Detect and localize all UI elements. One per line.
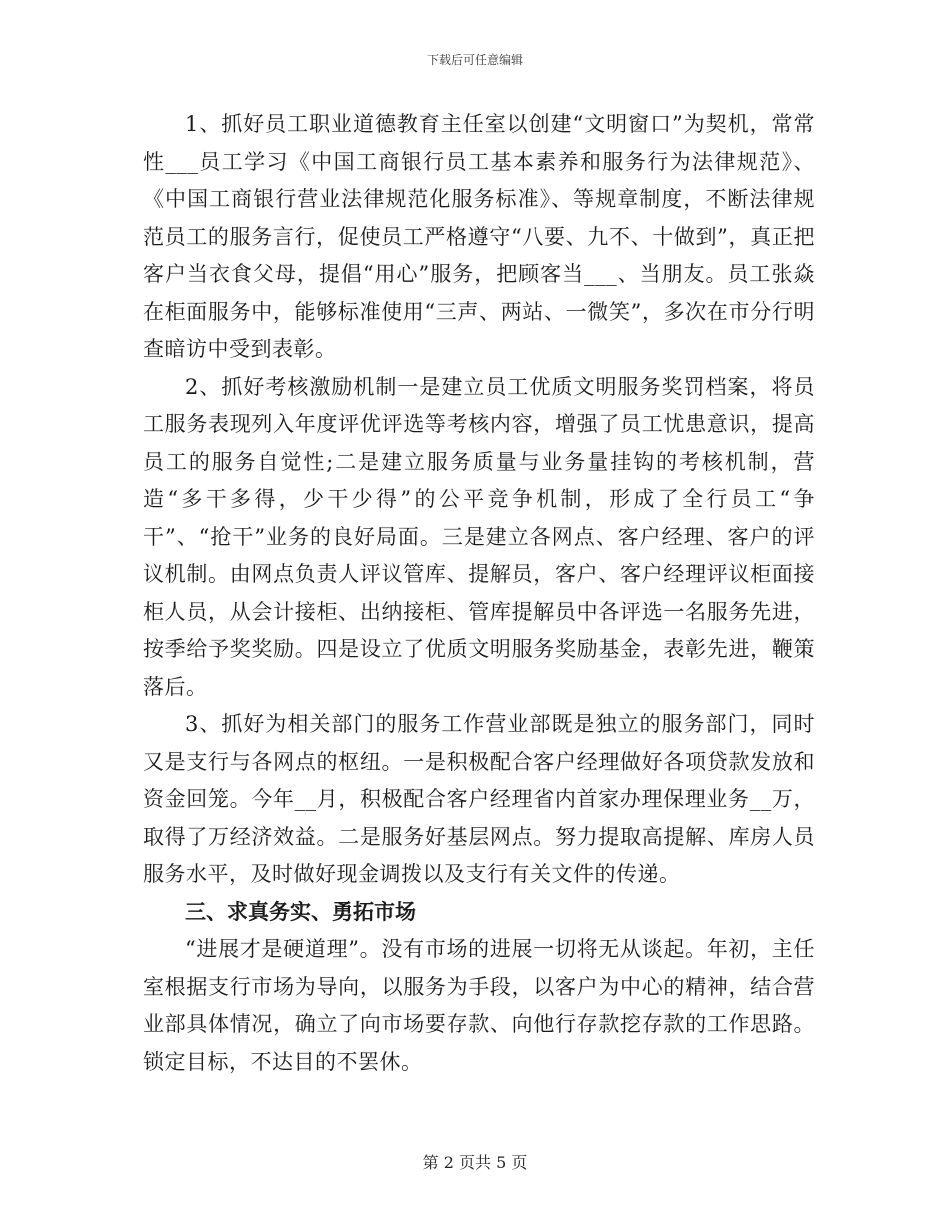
paragraph-1: 1、抓好员工职业道德教育主任室以创建“文明窗口”为契机，常常性___员工学习《中国工商银行员工基本素养和服务行为法律规范》、《中国工商银行营业法律规范化服务标准》、等规章制度，不断法律规范员工的服务言行，促使员工严格遵守“八要、九不、十做到”，真正把客户当衣食父母，提倡“用心”服务，把顾客当___、当朋友。员工张焱在柜面服务中，能够标准使用“三声、两站、一微笑”，多次在市分行明查暗访中受到表彰。 bbox=[143, 112, 815, 361]
page-footer: 第 2 页共 5 页 bbox=[422, 1153, 528, 1172]
paragraph-2: 2、抓好考核激励机制一是建立员工优质文明服务奖罚档案，将员工服务表现列入年度评优评选等考核内容，增强了员工忧患意识，提高员工的服务自觉性;二是建立服务质量与业务量挂钩的考核机制，营造“多干多得，少干少得”的公平竞争机制，形成了全行员工“争干”、“抢干”业务的良好局面。三是建立各网点、客户经理、客户的评议机制。由网点负责人评议管库、提解员，客户、客户经理评议柜面接柜人员，从会计接柜、出纳接柜、管库提解员中各评选一名服务先进，按季给予奖奖励。四是设立了优质文明服务奖励基金，表彰先进，鞭策落后。 bbox=[143, 374, 815, 699]
paragraph-4: “进展才是硬道理”。没有市场的进展一切将无从谈起。年初，主任室根据支行市场为导向，以服务为手段，以客户为中心的精神，结合营业部具体情况，确立了向市场要存款、向他行存款挖存款的工作思路。锁定目标，不达目的不罢休。 bbox=[143, 937, 815, 1074]
section-heading: 三、求真务实、勇拓市场 bbox=[185, 899, 416, 924]
document-body bbox=[143, 106, 815, 1081]
paragraph-3: 3、抓好为相关部门的服务工作营业部既是独立的服务部门，同时又是支行与各网点的枢纽。一是积极配合客户经理做好各项贷款发放和资金回笼。今年__月，积极配合客户经理省内首家办理保理业务__万，取得了万经济效益。二是服务好基层网点。努力提取高提解、库房人员服务水平，及时做好现金调拨以及支行有关文件的传递。 bbox=[143, 712, 815, 886]
page-header: 下载后可任意编辑 bbox=[426, 53, 523, 67]
